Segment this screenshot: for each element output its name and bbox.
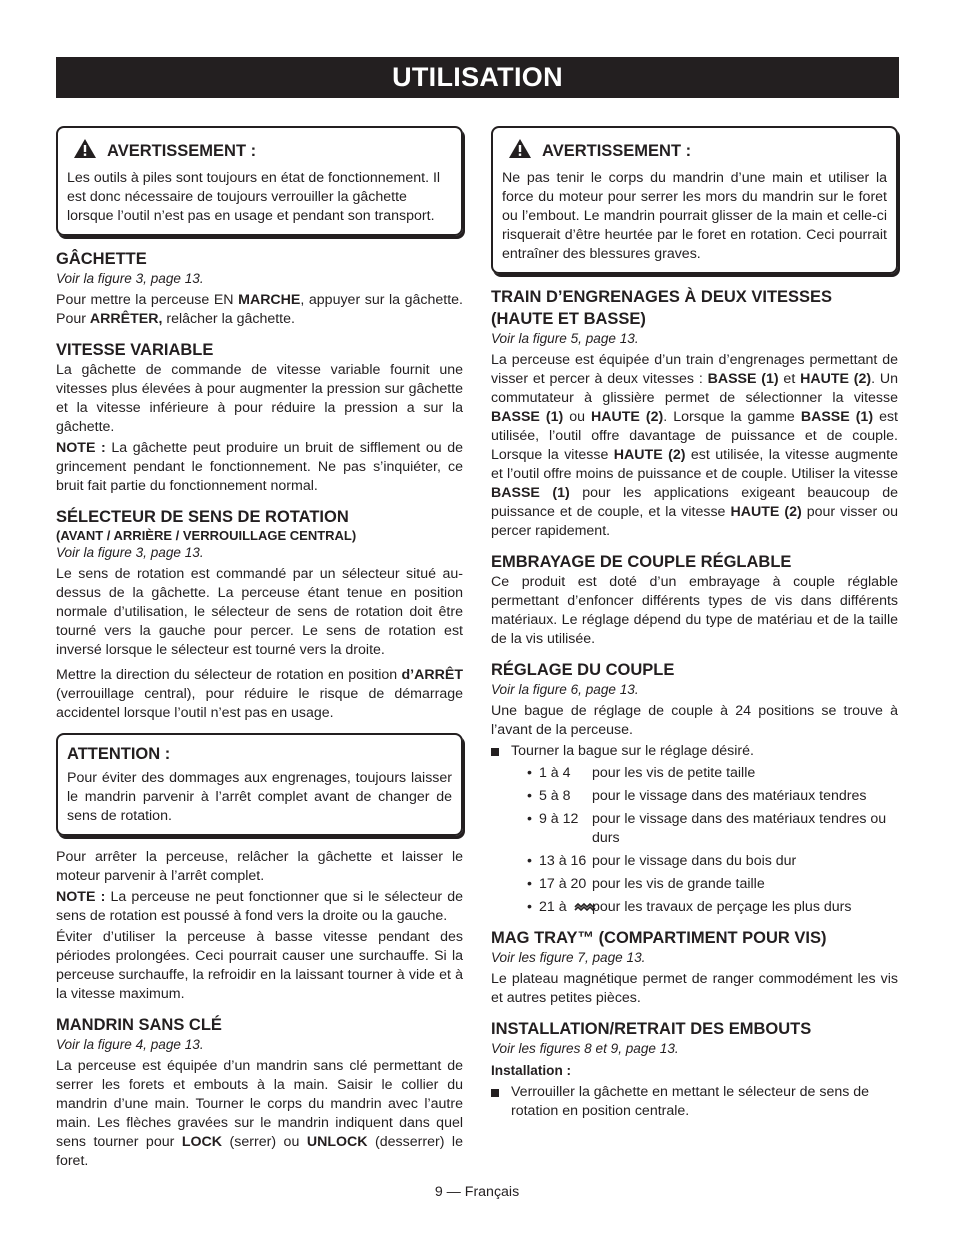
list-item: • 21 à pour les travaux de perçage les plus durs	[527, 898, 898, 917]
right-column	[491, 126, 898, 1131]
page-number: 9 — Français	[434, 1184, 520, 1200]
list-item: • 13 à 16 pour le vissage dans du bois dur	[527, 852, 898, 871]
section-arret	[56, 848, 463, 1004]
heading-embouts: INSTALLATION/RETRAIT DES EMBOUTS	[491, 1020, 812, 1038]
section-reglage	[491, 659, 898, 917]
torque-settings-list	[527, 764, 898, 917]
selecteur-text-2: Mettre la direction du sélecteur de rotation en position d’ARRÊT (verrouillage central), pour réduire le risque de démarrage accidentel lorsque l’outil n’est pas en usage.	[56, 667, 463, 721]
warning-title: AVERTISSEMENT :	[107, 141, 257, 160]
warning-title: AVERTISSEMENT :	[542, 141, 692, 160]
gachette-text: Pour mettre la perceuse EN MARCHE, appuyer sur la gâchette. Pour ARRÊTER, relâcher la gâchette.	[56, 292, 463, 327]
list-item: Verrouiller la gâchette en mettant le sélecteur de sens de rotation en position centrale.	[491, 1083, 898, 1121]
attention-title: ATTENTION :	[67, 745, 171, 763]
warning-box-battery	[56, 126, 463, 236]
installation-label: Installation :	[491, 1063, 572, 1078]
section-embrayage	[491, 551, 898, 649]
square-bullet-icon	[491, 1089, 499, 1097]
section-embouts	[491, 1018, 898, 1121]
reglage-text: Une bague de réglage de couple à 24 positions se trouve à l’avant de la perceuse.	[491, 703, 898, 738]
magtray-text: Le plateau magnétique permet de ranger commodément les vis et autres petites pièces.	[491, 971, 898, 1006]
list-item: • 5 à 8 pour le vissage dans des matériaux tendres	[527, 787, 898, 806]
surchauffe-text: Éviter d’utiliser la perceuse à basse vitesse pendant des périodes prolongées. Ceci pourrait causer une surchauffe. Si la perceuse surchauffe, la refroidir en la laissant tourner à vide et à la vitesse maximum.	[56, 929, 463, 1002]
figure-ref: Voir la figure 6, page 13.	[491, 682, 639, 697]
heading-selecteur: SÉLECTEUR DE SENS DE ROTATION	[56, 508, 349, 526]
warning-header	[67, 138, 452, 164]
section-vitesse-variable	[56, 339, 463, 496]
list-item: • 9 à 12 pour le vissage dans des matériaux tendres ou durs	[527, 810, 898, 848]
heading-gachette: GÂCHETTE	[56, 250, 147, 268]
list-item: • 17 à 20 pour les vis de grande taille	[527, 875, 898, 894]
heading-magtray: MAG TRAY™ (COMPARTIMENT POUR VIS)	[491, 929, 827, 947]
warning-text: Ne pas tenir le corps du mandrin d’une main et utiliser la force du moteur pour serrer les mors du mandrin sur le foret ou l’embout. Le mandrin pourrait glisser de la main et celle-ci risquerait d’être heurtée par le foret en rotation. Ceci pourrait entraîner des blessures graves.	[502, 170, 887, 262]
heading-mandrin: MANDRIN SANS CLÉ	[56, 1016, 222, 1034]
heading-train-2: (HAUTE ET BASSE)	[491, 310, 646, 328]
selecteur-text: Le sens de rotation est commandé par un sélecteur situé au-dessus de la gâchette. La perceuse étant tenue en position normale d’utilisation, le sélecteur de sens de rotation doit être tourné vers la gauche pour percer. Le sens de rotation est inversé lorsque le sélecteur est tourné vers la droite.	[56, 566, 463, 658]
left-column	[56, 126, 463, 1181]
arret-note: NOTE : La perceuse ne peut fonctionner que si le sélecteur de sens de rotation est poussé à fond vers la droite ou la gauche.	[56, 889, 464, 924]
figure-ref: Voir la figure 3, page 13.	[56, 545, 204, 560]
figure-ref: Voir les figure 7, page 13.	[491, 950, 646, 965]
warning-text: Les outils à piles sont toujours en état de fonctionnement. Il est donc nécessaire de toujours verrouiller la gâchette lorsque l’outil n’est pas en usage et pendant son transport.	[67, 170, 441, 224]
figure-ref: Voir les figures 8 et 9, page 13.	[491, 1041, 679, 1056]
section-magtray	[491, 927, 898, 1008]
figure-ref: Voir la figure 4, page 13.	[56, 1037, 204, 1052]
section-gachette	[56, 248, 463, 329]
attention-box	[56, 733, 463, 836]
section-mandrin	[56, 1014, 463, 1171]
heading-vitesse-variable: VITESSE VARIABLE	[56, 341, 214, 359]
warning-box-mandrin	[491, 126, 898, 274]
warning-triangle-icon	[508, 138, 532, 164]
mandrin-text: La perceuse est équipée d’un mandrin sans clé permettant de serrer les forets et embouts à la main. Saisir le collier du mandrin d’une main. Tourner le corps du mandrin avec l’autre main. Les flèches gravées sur le mandrin indiquent dans quel sens tourner pour LOCK (serrer) ou UNLOCK (desserrer) le foret.	[56, 1058, 463, 1169]
heading-train-1: TRAIN D’ENGRENAGES À DEUX VITESSES	[491, 288, 833, 306]
heading-reglage: RÉGLAGE DU COUPLE	[491, 661, 675, 679]
heading-embrayage: EMBRAYAGE DE COUPLE RÉGLABLE	[491, 553, 792, 571]
attention-text: Pour éviter des dommages aux engrenages, toujours laisser le mandrin parvenir à l’arrêt complet avant de changer de sens de rotation.	[67, 770, 452, 824]
square-bullet-icon	[491, 748, 499, 756]
train-text: La perceuse est équipée d’un train d’engrenages permettant de visser et percer à deux vitesses : BASSE (1) et HAUTE (2). Un commutateur à glissière permet de sélectionner la vitesse BASSE (1) ou HAUTE (2). Lorsque la gamme BASSE (1) est utilisée, l’outil offre davantage de puissance et de couple. Lorsque la vitesse HAUTE (2) est utilisée, la vitesse augmente et l’outil offre moins de puissance et de couple. Utiliser la vitesse BASSE (1) pour les applications exigeant beaucoup de puissance et de couple, et la vitesse HAUTE (2) pour visser ou percer rapidement.	[491, 352, 898, 539]
page-title: UTILISATION	[56, 57, 899, 98]
section-train-engrenages	[491, 286, 898, 541]
vitesse-text: La gâchette de commande de vitesse variable fournit une vitesses plus élevées à pour augmenter la pression sur gâchette et la vitesse inférieure à pour réduire la pression a sur la gâchette.	[56, 362, 463, 435]
embrayage-text: Ce produit est doté d’un embrayage à couple réglable permettant d’enfoncer différents types de vis dans différents matériaux. Le réglage dépend du type de matériau et de la taille de la vis utilisée.	[491, 574, 898, 647]
warning-triangle-icon	[73, 138, 97, 164]
arret-text: Pour arrêter la perceuse, relâcher la gâchette et laisser le moteur parvenir à l’arrêt complet.	[56, 849, 463, 884]
subheading-selecteur: (AVANT / ARRIÈRE / VERROUILLAGE CENTRAL)	[56, 528, 357, 543]
figure-ref: Voir la figure 3, page 13.	[56, 271, 204, 286]
vitesse-note: NOTE : La gâchette peut produire un bruit de sifflement ou de grincement pendant le fonctionnement. Ne pas s’inquiéter, ce bruit fait partie du fonctionnement normal.	[56, 440, 463, 494]
list-item: Tourner la bague sur le réglage désiré.	[491, 742, 898, 761]
warning-header	[502, 138, 887, 164]
section-selecteur	[56, 506, 463, 723]
figure-ref: Voir la figure 5, page 13.	[491, 331, 639, 346]
list-item: • 1 à 4 pour les vis de petite taille	[527, 764, 898, 783]
